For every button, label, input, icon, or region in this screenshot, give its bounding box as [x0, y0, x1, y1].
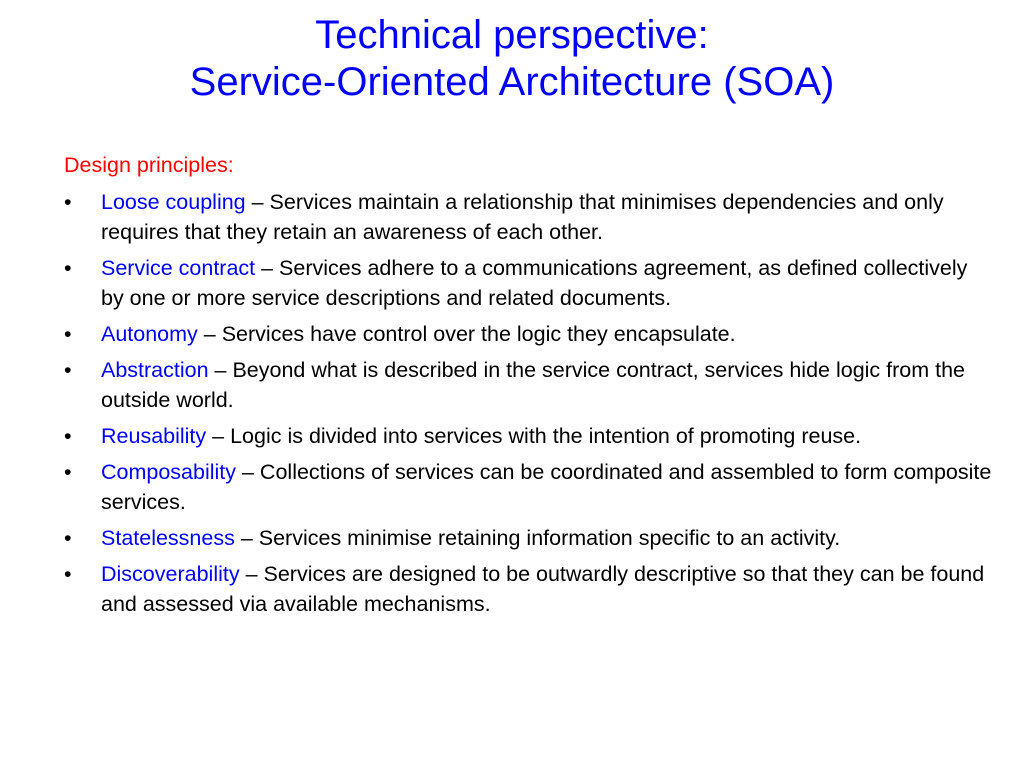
- principle-item-discoverability: [64, 559, 994, 619]
- principle-description: – Collections of services can be coordinated and assembled to form composite services.: [101, 460, 992, 514]
- principles-list: [64, 187, 994, 619]
- principle-term: Autonomy: [101, 322, 198, 346]
- slide-content: [64, 150, 994, 625]
- principle-item-abstraction: [64, 355, 994, 415]
- principle-term: Composability: [101, 460, 237, 484]
- principle-item-autonomy: [64, 319, 994, 349]
- section-heading: Design principles:: [64, 153, 234, 177]
- principle-description: – Services minimise retaining information specific to an activity.: [234, 526, 841, 550]
- principle-term: Abstraction: [101, 358, 209, 382]
- bullet-icon: •: [64, 358, 72, 382]
- bullet-icon: •: [64, 562, 72, 586]
- slide-title: [0, 12, 1024, 106]
- principle-item-service-contract: [64, 253, 994, 313]
- bullet-icon: •: [64, 322, 72, 346]
- bullet-icon: •: [64, 526, 72, 550]
- bullet-icon: •: [64, 256, 72, 280]
- principle-description: – Logic is divided into services with the intention of promoting reuse.: [206, 424, 862, 448]
- bullet-icon: •: [64, 424, 72, 448]
- principle-description: – Beyond what is described in the service contract, services hide logic from the outside world.: [101, 358, 966, 412]
- principle-description: – Services adhere to a communications agreement, as defined collectively by one or more service descriptions and related documents.: [101, 256, 968, 310]
- principle-item-reusability: [64, 421, 994, 451]
- principle-term: Service contract: [101, 256, 256, 280]
- principle-description: – Services maintain a relationship that minimises dependencies and only requires that they retain an awareness of each other.: [101, 190, 944, 244]
- principle-term: Discoverability: [101, 562, 240, 586]
- principle-item-composability: [64, 457, 994, 517]
- principle-term: Reusability: [101, 424, 207, 448]
- principle-description: – Services are designed to be outwardly descriptive so that they can be found and assessed via available mechanisms.: [101, 562, 985, 616]
- bullet-icon: •: [64, 460, 72, 484]
- principle-term: Statelessness: [101, 526, 235, 550]
- slide-title-line-2: Service-Oriented Architecture (SOA): [189, 60, 835, 104]
- principle-description: – Services have control over the logic they encapsulate.: [197, 322, 736, 346]
- slide-title-line-1: Technical perspective:: [315, 13, 709, 57]
- bullet-icon: •: [64, 190, 72, 214]
- principle-item-statelessness: [64, 523, 994, 553]
- principle-term: Loose coupling: [101, 190, 246, 214]
- principle-item-loose-coupling: [64, 187, 994, 247]
